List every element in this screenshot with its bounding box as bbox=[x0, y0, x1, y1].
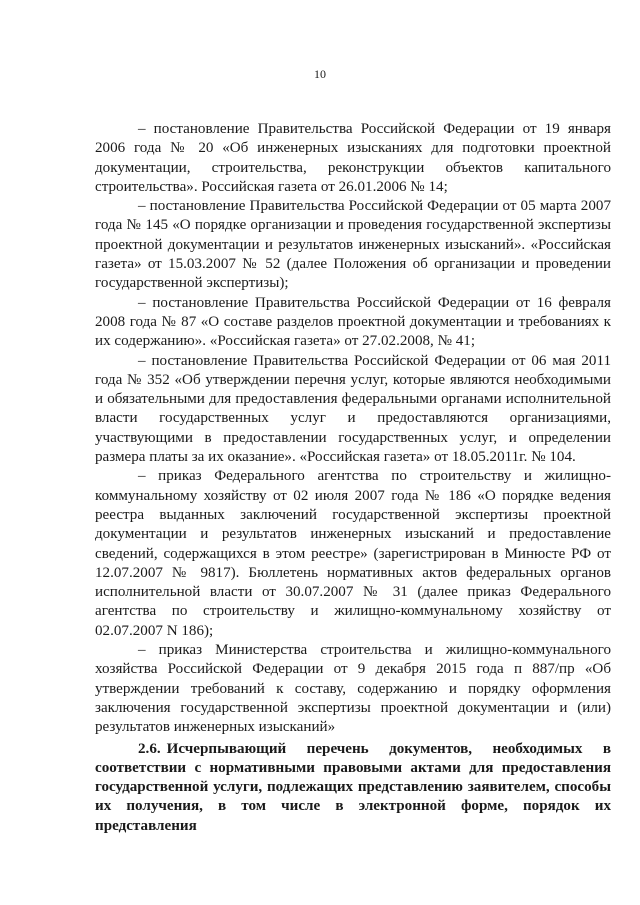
paragraph-order-887: – приказ Министерства строительства и жилищно-коммунального хозяйства Российской Федерации от 9 декабря 2015 года п 887/пр «Об утверждении требований к составу, содержанию и порядку оформления заключения государственной экспертизы проектной документации и (или) результатов инженерных изысканий» bbox=[95, 642, 611, 736]
paragraph-decree-87: – постановление Правительства Российской Федерации от 16 февраля 2008 года № 87 «О составе разделов проектной документации и требованиях к их содержанию». «Российская газета» от 27.02.2008, № 41; bbox=[95, 294, 611, 350]
paragraph-decree-20: – постановление Правительства Российской Федерации от 19 января 2006 года № 20 «Об инженерных изысканиях для подготовки проектной документации, строительства, реконструкции объектов капитального строительства». Российская газета от 26.01.2006 № 14; bbox=[95, 121, 611, 195]
section-2-6-heading bbox=[95, 740, 611, 836]
paragraph-decree-352: – постановление Правительства Российской Федерации от 06 мая 2011 года № 352 «Об утверждении перечня услуг, которые являются необходимыми и обязательными для предоставления федеральными органами исполнительной власти государственных услуг и предоставляются организациями, участвующими в предоставлении государственных услуг, и определении размера платы за их оказание». «Российская газета» от 18.05.2011г. № 104. bbox=[95, 352, 611, 466]
page-number: 10 bbox=[314, 67, 326, 81]
section-text: Исчерпывающий перечень документов, необходимых в соответствии с нормативными правовыми актами для предоставления государственной услуги, подлежащих представлению заявителем, способы их получения, в том числе в электронной форме, порядок их представления bbox=[95, 740, 611, 834]
paragraph-order-186: – приказ Федерального агентства по строительству и жилищно-коммунальному хозяйству от 02 июля 2007 года № 186 «О порядке ведения реестра выданных заключений государственной экспертизы проектной документации и результатов инженерных изысканий и предоставление сведений, содержащихся в этом реестре» (зарегистрирован в Минюсте РФ от 12.07.2007 № 9817). Бюллетень нормативных актов федеральных органов исполнительной власти от 30.07.2007 № 31 (далее приказ Федерального агентства по строительству и жилищно-коммунальному хозяйству от 02.07.2007 N 186); bbox=[95, 468, 611, 639]
paragraph-decree-145: – постановление Правительства Российской Федерации от 05 марта 2007 года № 145 «О порядке организации и проведения государственной экспертизы проектной документации и результатов инженерных изысканий». «Российская газета» от 15.03.2007 № 52 (далее Положения об организации и проведении государственной экспертизы); bbox=[95, 198, 611, 292]
section-number: 2.6. bbox=[138, 740, 161, 757]
document-body bbox=[95, 120, 611, 836]
